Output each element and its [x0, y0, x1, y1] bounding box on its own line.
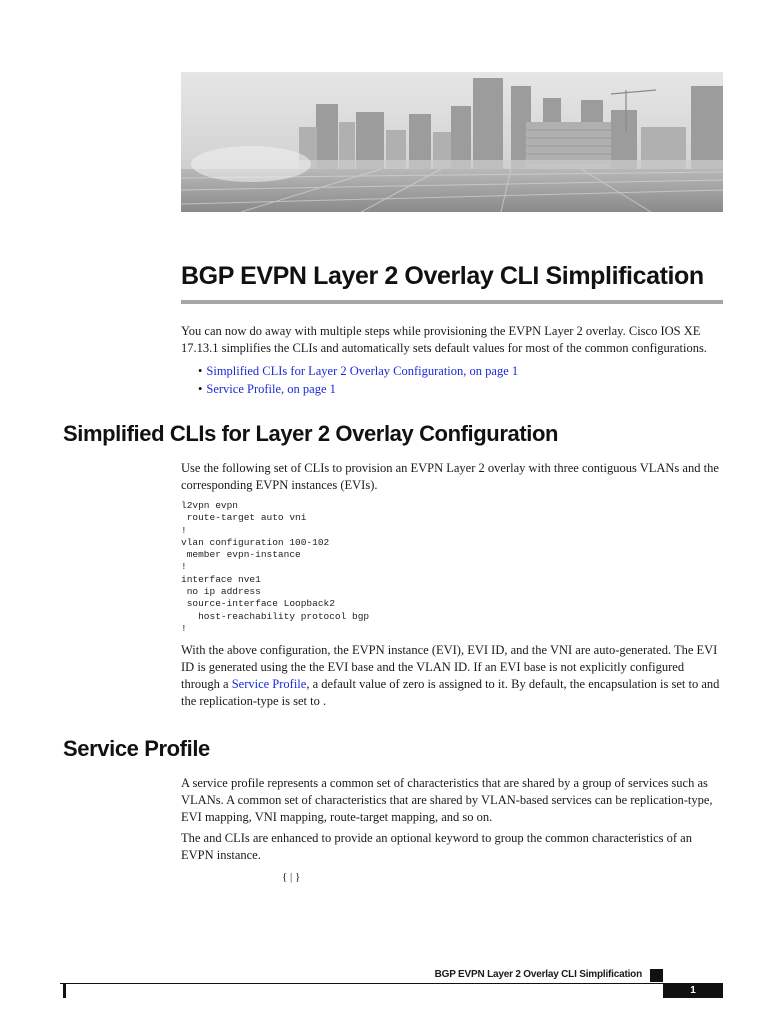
footer-tick [63, 984, 66, 998]
section1-paragraph: Use the following set of CLIs to provision an EVPN Layer 2 overlay with three contiguous VLANs and the corresponding EVPN instances (EVIs). [181, 461, 719, 492]
footer-rule [60, 983, 723, 984]
banner-image [181, 72, 723, 212]
config-code-block: l2vpn evpn route-target auto vni ! vlan configuration 100-102 member evpn-instance ! interface nve1 no ip address source-interface Loopback2 host-reachability protocol bgp ! [181, 500, 370, 634]
footer-marker [650, 969, 663, 982]
toc-link-service-profile[interactable]: Service Profile, on page 1 [206, 382, 336, 396]
section2-paragraph: A service profile represents a common set of characteristics that are shared by a group of services such as VLANs. A common set of characteristics that are shared by VLAN-based services can be replication-type, EVI mapping, VNI mapping, route-target mapping, and so on. [181, 776, 713, 824]
toc-item [198, 362, 518, 380]
page-number: 1 [663, 983, 723, 998]
footer-title: BGP EVPN Layer 2 Overlay CLI Simplification [434, 969, 642, 980]
title-rule [181, 300, 723, 304]
para2-text-after: , a default value of zero is assigned to it. By default, the encapsulation is set to and the replication-type is set to . [181, 677, 720, 708]
intro-paragraph: You can now do away with multiple steps while provisioning the EVPN Layer 2 overlay. Cisco IOS XE 17.13.1 simplifies the CLIs and automatically sets default values for most of the common configurations. [181, 324, 707, 355]
section-heading-simplified-clis: Simplified CLIs for Layer 2 Overlay Configuration [63, 421, 559, 446]
toc-item [198, 380, 518, 398]
page-title: BGP EVPN Layer 2 Overlay CLI Simplification [181, 262, 704, 290]
section-heading-service-profile: Service Profile [63, 736, 210, 761]
section2-paragraph-2: The and CLIs are enhanced to provide an optional keyword to group the common characteristics of an EVPN instance. [181, 831, 692, 862]
section1-paragraph-2 [181, 642, 726, 710]
toc-list [198, 362, 518, 398]
service-profile-link[interactable]: Service Profile [231, 677, 307, 691]
syntax-line: { | } [282, 871, 301, 883]
toc-link-simplified-clis[interactable]: Simplified CLIs for Layer 2 Overlay Configuration, on page 1 [206, 364, 519, 378]
para2-text-before: With the above configuration, the EVPN instance (EVI), EVI ID, and the VNI are auto-generated. The EVI ID is generated using the the EVI base and the VLAN ID. If an EVI base is not explicitly configured through a [181, 643, 718, 691]
